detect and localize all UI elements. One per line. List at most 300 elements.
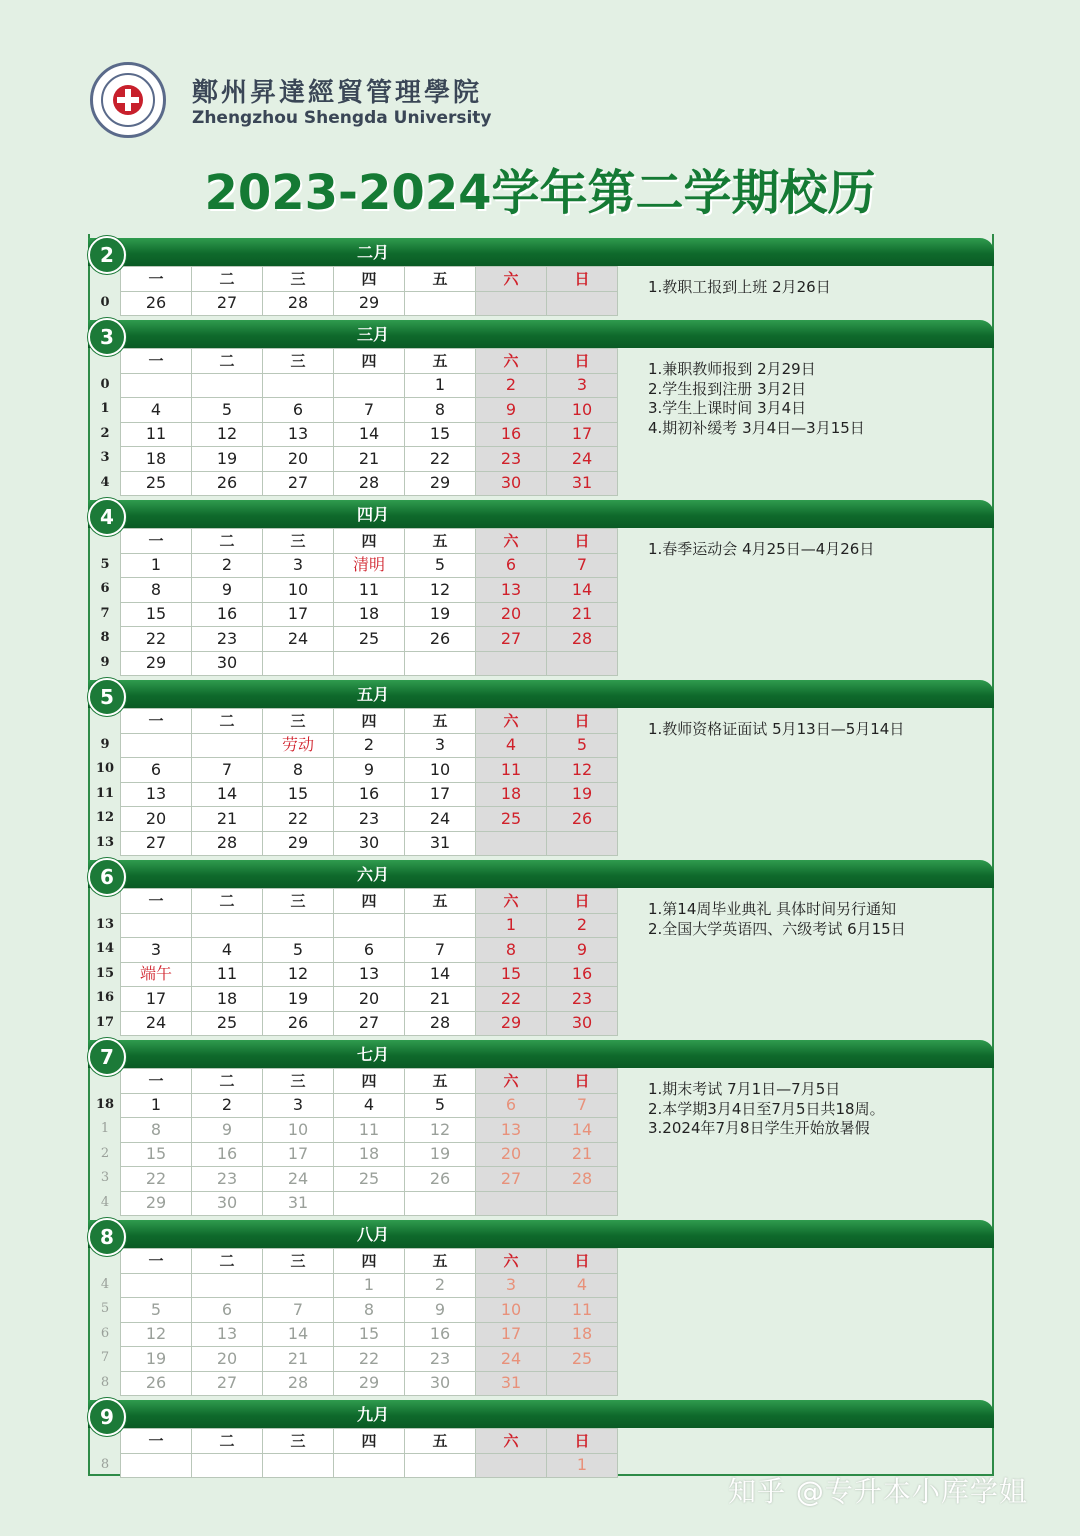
day-cell: 25: [121, 471, 192, 496]
day-cell: 22: [263, 807, 334, 832]
day-cell: 24: [121, 1011, 192, 1036]
month-name: 九月: [356, 1405, 389, 1424]
week-number: 2: [100, 1145, 110, 1161]
week-number: 12: [95, 810, 115, 825]
month-section: [88, 860, 994, 1036]
day-cell: 17: [476, 1322, 547, 1347]
day-cell: 21: [263, 1347, 334, 1372]
day-cell: 20: [121, 807, 192, 832]
week-row: [121, 831, 618, 856]
week-number: 9: [100, 736, 110, 752]
day-cell: 5: [263, 938, 334, 963]
day-cell: 27: [192, 1371, 263, 1396]
weekday-header: 六: [476, 889, 547, 914]
day-cell: 27: [476, 627, 547, 652]
day-cell: 27: [192, 291, 263, 316]
day-cell: 28: [192, 831, 263, 856]
week-row: [121, 938, 618, 963]
month-header-bar: [88, 860, 994, 888]
month-notes: [648, 720, 988, 740]
month-notes: [648, 360, 988, 438]
day-cell: 22: [334, 1347, 405, 1372]
day-cell: [192, 1273, 263, 1298]
week-number: 10: [95, 761, 115, 776]
logo-cross-icon: [113, 85, 143, 115]
day-cell: 17: [263, 602, 334, 627]
day-cell: 26: [405, 1167, 476, 1192]
week-row: [121, 1191, 618, 1216]
calendar-table: [120, 708, 618, 856]
week-number: 7: [100, 605, 110, 621]
day-cell: 1: [405, 373, 476, 398]
day-cell: 16: [547, 962, 618, 987]
day-cell: 4: [547, 1273, 618, 1298]
weekday-header: 六: [476, 349, 547, 374]
day-cell: 1: [547, 1453, 618, 1478]
weekday-header: 六: [476, 267, 547, 292]
weekday-header: 四: [334, 1249, 405, 1274]
day-cell: 8: [405, 398, 476, 423]
calendar-table: [120, 1428, 618, 1478]
weekday-header: 日: [547, 529, 618, 554]
day-cell: 13: [334, 962, 405, 987]
day-cell: 20: [334, 987, 405, 1012]
week-row: [121, 1453, 618, 1478]
day-cell: 17: [121, 987, 192, 1012]
day-cell: 14: [192, 782, 263, 807]
day-cell: 23: [476, 447, 547, 472]
day-cell: 26: [121, 291, 192, 316]
weekday-header: 二: [192, 1069, 263, 1094]
note-line: 1.第14周毕业典礼 具体时间另行通知: [648, 900, 897, 918]
day-cell: 19: [405, 1142, 476, 1167]
day-cell: 7: [405, 938, 476, 963]
day-cell: 3: [121, 938, 192, 963]
day-cell: 22: [405, 447, 476, 472]
day-cell: 15: [121, 602, 192, 627]
week-number-column: [92, 1068, 118, 1215]
day-cell: 19: [121, 1347, 192, 1372]
week-number: 6: [100, 581, 110, 596]
note-line: 2.全国大学英语四、六级考试 6月15日: [648, 919, 906, 938]
day-cell: 3: [263, 1093, 334, 1118]
week-number: 5: [100, 1301, 110, 1316]
day-cell: 26: [547, 807, 618, 832]
day-cell: [547, 291, 618, 316]
week-row: [121, 578, 618, 603]
weekday-header: 五: [405, 267, 476, 292]
day-cell: 29: [476, 1011, 547, 1036]
day-cell: 21: [334, 447, 405, 472]
day-cell: 24: [547, 447, 618, 472]
day-cell: 3: [405, 733, 476, 758]
day-cell: 2: [476, 373, 547, 398]
note-line: 3.学生上课时间 3月4日: [648, 399, 807, 417]
day-cell: 9: [405, 1298, 476, 1323]
month-header-bar: [88, 680, 994, 708]
day-cell: 24: [476, 1347, 547, 1372]
week-number: 3: [100, 450, 110, 465]
day-cell: [547, 1191, 618, 1216]
week-number: 8: [100, 630, 110, 645]
day-cell: 26: [192, 471, 263, 496]
week-row: [121, 422, 618, 447]
day-cell: 清明: [334, 553, 405, 578]
day-cell: [334, 373, 405, 398]
month-section: [88, 320, 994, 496]
header: [90, 62, 990, 142]
day-cell: 12: [547, 758, 618, 783]
day-cell: 29: [405, 471, 476, 496]
month-notes: [648, 900, 988, 939]
day-cell: 4: [334, 1093, 405, 1118]
day-cell: 13: [263, 422, 334, 447]
day-cell: [121, 913, 192, 938]
calendar-table: [120, 348, 618, 496]
day-cell: 9: [334, 758, 405, 783]
day-cell: 28: [405, 1011, 476, 1036]
day-cell: 12: [192, 422, 263, 447]
day-cell: 7: [263, 1298, 334, 1323]
week-number: 11: [95, 785, 115, 801]
day-cell: 劳动: [263, 733, 334, 758]
weekday-header: 二: [192, 709, 263, 734]
month-section: [88, 238, 994, 316]
weekday-header: 一: [121, 349, 192, 374]
weekday-header: 六: [476, 529, 547, 554]
week-number: 6: [100, 1325, 110, 1341]
day-cell: 30: [192, 651, 263, 676]
weekday-header: 日: [547, 349, 618, 374]
weekday-header: 一: [121, 267, 192, 292]
day-cell: [476, 831, 547, 856]
day-cell: [405, 1191, 476, 1216]
week-row: [121, 1011, 618, 1036]
week-row: [121, 1118, 618, 1143]
week-row: [121, 291, 618, 316]
day-cell: 10: [405, 758, 476, 783]
day-cell: 23: [405, 1347, 476, 1372]
day-cell: 31: [547, 471, 618, 496]
day-cell: 29: [121, 1191, 192, 1216]
week-number: 3: [100, 1170, 110, 1185]
weekday-header: 日: [547, 709, 618, 734]
day-cell: 9: [476, 398, 547, 423]
day-cell: 11: [334, 1118, 405, 1143]
note-line: 1.期末考试 7月1日—7月5日: [648, 1080, 841, 1098]
month-number-badge: 6: [88, 858, 126, 896]
day-cell: 2: [192, 553, 263, 578]
weekday-header: 三: [263, 889, 334, 914]
day-cell: 10: [476, 1298, 547, 1323]
day-cell: 12: [405, 578, 476, 603]
day-cell: 7: [192, 758, 263, 783]
week-row: [121, 398, 618, 423]
day-cell: 12: [405, 1118, 476, 1143]
day-cell: 14: [263, 1322, 334, 1347]
day-cell: [547, 651, 618, 676]
week-row: [121, 913, 618, 938]
day-cell: 26: [121, 1371, 192, 1396]
day-cell: 12: [121, 1322, 192, 1347]
day-cell: 13: [192, 1322, 263, 1347]
day-cell: 10: [547, 398, 618, 423]
note-line: 1.兼职教师报到 2月29日: [648, 360, 816, 378]
day-cell: 5: [547, 733, 618, 758]
day-cell: 30: [334, 831, 405, 856]
day-cell: 8: [476, 938, 547, 963]
day-cell: 16: [192, 1142, 263, 1167]
day-cell: 11: [121, 422, 192, 447]
weekday-header: 三: [263, 349, 334, 374]
day-cell: 9: [192, 578, 263, 603]
day-cell: 30: [547, 1011, 618, 1036]
week-number-column: [92, 348, 118, 495]
weekday-header: 五: [405, 1429, 476, 1454]
weekday-header: 六: [476, 709, 547, 734]
day-cell: 12: [263, 962, 334, 987]
day-cell: 4: [476, 733, 547, 758]
day-cell: 30: [192, 1191, 263, 1216]
day-cell: 8: [263, 758, 334, 783]
day-cell: [405, 1453, 476, 1478]
day-cell: 26: [405, 627, 476, 652]
weekday-header: 六: [476, 1429, 547, 1454]
week-row: [121, 807, 618, 832]
weekday-header: 三: [263, 1429, 334, 1454]
weekday-header: 二: [192, 529, 263, 554]
day-cell: 1: [121, 553, 192, 578]
day-cell: 18: [121, 447, 192, 472]
day-cell: 26: [263, 1011, 334, 1036]
day-cell: 31: [476, 1371, 547, 1396]
day-cell: 29: [121, 651, 192, 676]
note-line: 1.春季运动会 4月25日—4月26日: [648, 540, 875, 558]
day-cell: 6: [476, 1093, 547, 1118]
week-row: [121, 1167, 618, 1192]
day-cell: [121, 733, 192, 758]
day-cell: 23: [547, 987, 618, 1012]
month-number-badge: 3: [88, 318, 126, 356]
week-number: 0: [100, 376, 110, 392]
day-cell: [476, 651, 547, 676]
day-cell: 5: [121, 1298, 192, 1323]
month-name: 五月: [356, 685, 389, 704]
week-number: 7: [100, 1350, 110, 1365]
day-cell: 19: [263, 987, 334, 1012]
weekday-header: 二: [192, 349, 263, 374]
day-cell: 25: [334, 1167, 405, 1192]
day-cell: 11: [547, 1298, 618, 1323]
week-number: 0: [100, 294, 110, 310]
day-cell: 2: [405, 1273, 476, 1298]
day-cell: 14: [405, 962, 476, 987]
day-cell: 6: [334, 938, 405, 963]
day-cell: 5: [405, 1093, 476, 1118]
week-number: 13: [95, 916, 115, 932]
month-notes: [648, 540, 988, 560]
week-number: 13: [95, 834, 115, 850]
day-cell: 30: [405, 1371, 476, 1396]
week-row: [121, 373, 618, 398]
day-cell: 16: [476, 422, 547, 447]
month-header-bar: [88, 320, 994, 348]
day-cell: [121, 373, 192, 398]
weekday-header: 一: [121, 709, 192, 734]
weekday-header: 六: [476, 1249, 547, 1274]
day-cell: 9: [192, 1118, 263, 1143]
day-cell: 18: [547, 1322, 618, 1347]
week-row: [121, 447, 618, 472]
day-cell: [334, 1453, 405, 1478]
day-cell: 14: [547, 578, 618, 603]
day-cell: [547, 831, 618, 856]
weekday-header: 四: [334, 709, 405, 734]
day-cell: 19: [547, 782, 618, 807]
day-cell: 29: [334, 291, 405, 316]
weekday-header: 一: [121, 889, 192, 914]
day-cell: 25: [192, 1011, 263, 1036]
weekday-header: 一: [121, 1429, 192, 1454]
weekday-header: 五: [405, 709, 476, 734]
weekday-header: 四: [334, 267, 405, 292]
day-cell: 2: [192, 1093, 263, 1118]
weekday-header: 四: [334, 889, 405, 914]
day-cell: 4: [192, 938, 263, 963]
day-cell: 28: [334, 471, 405, 496]
university-logo: [90, 62, 166, 138]
week-row: [121, 782, 618, 807]
day-cell: 31: [263, 1191, 334, 1216]
day-cell: 18: [476, 782, 547, 807]
weekday-header: 一: [121, 529, 192, 554]
day-cell: 3: [263, 553, 334, 578]
day-cell: 13: [121, 782, 192, 807]
watermark: 知乎 @专升本小库学姐: [728, 1475, 1028, 1508]
week-number: 4: [100, 1276, 110, 1292]
week-number: 4: [100, 474, 110, 490]
week-number: 18: [95, 1096, 115, 1112]
weekday-header: 三: [263, 267, 334, 292]
day-cell: [192, 1453, 263, 1478]
week-number: 14: [95, 941, 115, 956]
week-row: [121, 1371, 618, 1396]
day-cell: [547, 1371, 618, 1396]
school-name-english: Zhengzhou Shengda University: [192, 108, 492, 128]
day-cell: 22: [121, 1167, 192, 1192]
week-number: 1: [100, 1121, 110, 1136]
month-number-badge: 9: [88, 1398, 126, 1436]
month-header-bar: [88, 500, 994, 528]
weekday-header: 三: [263, 709, 334, 734]
week-number-column: [92, 708, 118, 855]
day-cell: 16: [405, 1322, 476, 1347]
day-cell: 18: [334, 602, 405, 627]
day-cell: 24: [263, 627, 334, 652]
day-cell: 27: [263, 471, 334, 496]
calendar-table: [120, 888, 618, 1036]
day-cell: 25: [547, 1347, 618, 1372]
week-row: [121, 733, 618, 758]
day-cell: 8: [121, 1118, 192, 1143]
day-cell: [263, 913, 334, 938]
month-notes: [648, 1080, 988, 1139]
day-cell: [476, 1191, 547, 1216]
weekday-header: 日: [547, 1069, 618, 1094]
day-cell: [192, 913, 263, 938]
weekday-header: 五: [405, 1249, 476, 1274]
day-cell: [405, 651, 476, 676]
day-cell: 28: [263, 1371, 334, 1396]
page-title: 2023-2024学年第二学期校历: [204, 165, 876, 221]
month-name: 八月: [356, 1225, 389, 1244]
day-cell: 13: [476, 578, 547, 603]
day-cell: 15: [263, 782, 334, 807]
week-number-column: [92, 888, 118, 1035]
day-cell: 25: [334, 627, 405, 652]
weekday-header: 日: [547, 1429, 618, 1454]
weekday-header: 一: [121, 1249, 192, 1274]
weekday-header: 三: [263, 1069, 334, 1094]
day-cell: 1: [334, 1273, 405, 1298]
day-cell: 20: [192, 1347, 263, 1372]
day-cell: 21: [547, 602, 618, 627]
month-number-badge: 5: [88, 678, 126, 716]
week-number: 16: [95, 990, 115, 1005]
day-cell: 10: [263, 1118, 334, 1143]
week-row: [121, 471, 618, 496]
week-number-column: [92, 528, 118, 675]
day-cell: 11: [334, 578, 405, 603]
day-cell: 7: [547, 1093, 618, 1118]
day-cell: [405, 291, 476, 316]
day-cell: 31: [405, 831, 476, 856]
day-cell: 19: [192, 447, 263, 472]
week-row: [121, 1298, 618, 1323]
month-name: 四月: [356, 505, 389, 524]
day-cell: 5: [405, 553, 476, 578]
note-line: 1.教师资格证面试 5月13日—5月14日: [648, 720, 905, 738]
week-number: 8: [100, 1374, 110, 1390]
calendar-table: [120, 266, 618, 316]
week-row: [121, 1322, 618, 1347]
weekday-header: 五: [405, 1069, 476, 1094]
weekday-header: 五: [405, 349, 476, 374]
day-cell: 6: [263, 398, 334, 423]
day-cell: 7: [334, 398, 405, 423]
weekday-header: 日: [547, 1249, 618, 1274]
day-cell: 22: [476, 987, 547, 1012]
day-cell: 11: [476, 758, 547, 783]
week-number: 9: [100, 654, 110, 670]
weekday-header: 一: [121, 1069, 192, 1094]
week-number: 8: [100, 1456, 110, 1472]
day-cell: 13: [476, 1118, 547, 1143]
day-cell: 6: [121, 758, 192, 783]
weekday-header: 二: [192, 1249, 263, 1274]
day-cell: 15: [121, 1142, 192, 1167]
week-number: 5: [100, 556, 110, 572]
day-cell: 30: [476, 471, 547, 496]
weekday-header: 二: [192, 267, 263, 292]
day-cell: [405, 913, 476, 938]
day-cell: [476, 291, 547, 316]
week-number: 1: [100, 401, 110, 416]
day-cell: 8: [121, 578, 192, 603]
note-line: 4.期初补缓考 3月4日—3月15日: [648, 418, 865, 437]
weekday-header: 二: [192, 1429, 263, 1454]
day-cell: 14: [334, 422, 405, 447]
